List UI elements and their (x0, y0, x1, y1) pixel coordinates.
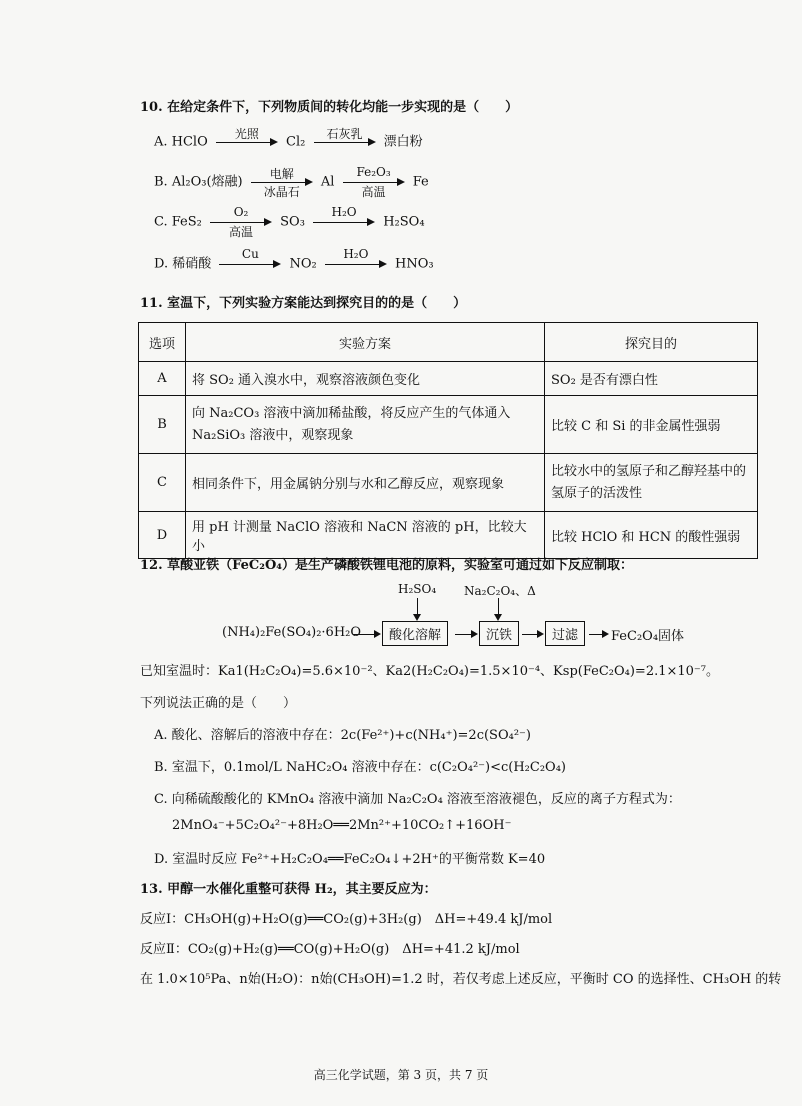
q10-option-a (154, 128, 423, 156)
table-cell-goal: 比较 HClO 和 HCN 的酸性强弱 (545, 512, 758, 559)
table-row (139, 396, 758, 454)
arrowhead-icon (413, 614, 421, 621)
q10-option-d (154, 247, 434, 278)
q12-option-a: A. 酸化、溶解后的溶液中存在：2c(Fe²⁺)+c(NH₄⁺)=2c(SO₄²⁻) (154, 728, 531, 743)
flow-step-acidify: 酸化溶解 (382, 621, 448, 646)
table-row (139, 454, 758, 512)
flow-step-filter: 过滤 (545, 621, 585, 646)
table-cell-option: B (139, 396, 186, 454)
q10-option-c (154, 205, 425, 239)
reaction-arrow: 光照 (216, 128, 278, 156)
q10-option-b (154, 165, 429, 199)
table-header: 选项 (139, 323, 186, 362)
reaction-arrow: H₂O (325, 250, 387, 278)
table-cell-option: D (139, 512, 186, 559)
arrowhead-icon (537, 630, 544, 638)
q12-option-c: C. 向稀硫酸酸化的 KMnO₄ 溶液中滴加 Na₂C₂O₄ 溶液至溶液褪色，反应的离子方程式为： (154, 792, 681, 807)
flow-reagent-1: H₂SO₄ (398, 582, 437, 596)
table-row (139, 512, 758, 559)
table-cell-goal: 比较 C 和 Si 的非金属性强弱 (545, 396, 758, 454)
table-cell-plan: 将 SO₂ 通入溴水中，观察溶液颜色变化 (186, 362, 545, 396)
reaction-arrow: 石灰乳 (314, 128, 376, 156)
q10-c-mid: SO₃ (280, 214, 305, 230)
q10-stem: 10. 在给定条件下，下列物质间的转化均能一步实现的是（ ） (140, 100, 519, 115)
q13-reaction-2: 反应Ⅱ：CO₂(g)+H₂(g)══CO(g)+H₂O(g) ΔH=+41.2 kJ/mol (140, 942, 520, 957)
q12-option-c-equation: 2MnO₄⁻+5C₂O₄²⁻+8H₂O══2Mn²⁺+10CO₂↑+16OH⁻ (172, 818, 512, 833)
flow-product: FeC₂O₄固体 (611, 629, 685, 644)
table-header: 实验方案 (186, 323, 545, 362)
table-cell-option: C (139, 454, 186, 512)
flow-step-precipitate: 沉铁 (479, 621, 519, 646)
experiment-table (138, 322, 758, 559)
q11-stem: 11. 室温下，下列实验方案能达到探究目的的是（ ） (140, 296, 467, 311)
q10-b-end: Fe (412, 174, 429, 190)
flow-arrow-line (455, 634, 472, 635)
arrowhead-icon (471, 630, 478, 638)
flow-arrow-line (589, 634, 603, 635)
q10-a-start: A. HClO (154, 134, 208, 150)
q10-d-mid: NO₂ (289, 256, 317, 272)
arrowhead-icon (602, 630, 609, 638)
q13-stem: 13. 甲醇一水催化重整可获得 H₂，其主要反应为： (140, 882, 437, 897)
table-header-row (139, 323, 758, 362)
table-cell-plan: 向 Na₂CO₃ 溶液中滴加稀盐酸，将反应产生的气体通入 Na₂SiO₃ 溶液中，观察现象 (186, 396, 545, 454)
q12-option-d: D. 室温时反应 Fe²⁺+H₂C₂O₄══FeC₂O₄↓+2H⁺的平衡常数 K=40 (154, 852, 546, 867)
page-footer: 高三化学试题，第 3 页，共 7 页 (313, 1068, 489, 1082)
flow-vertical-line (417, 598, 418, 615)
flow-start-material: (NH₄)₂Fe(SO₄)₂·6H₂O (222, 625, 362, 640)
q10-a-mid: Cl₂ (286, 134, 306, 150)
q10-c-end: H₂SO₄ (383, 214, 425, 230)
q10-d-end: HNO₃ (395, 256, 434, 272)
q10-c-start: C. FeS₂ (154, 214, 202, 230)
reaction-arrow: O₂ 高温 (210, 208, 272, 236)
reaction-arrow: Cu (219, 250, 281, 278)
table-cell-plan: 相同条件下，用金属钠分别与水和乙醇反应，观察现象 (186, 454, 545, 512)
table-row (139, 362, 758, 396)
arrowhead-icon (494, 614, 502, 621)
q10-d-start: D. 稀硝酸 (154, 256, 212, 272)
table-cell-goal: SO₂ 是否有漂白性 (545, 362, 758, 396)
q13-reaction-1: 反应Ⅰ：CH₃OH(g)+H₂O(g)══CO₂(g)+3H₂(g) ΔH=+49.4 kJ/mol (140, 912, 553, 927)
q12-option-b: B. 室温下，0.1mol/L NaHC₂O₄ 溶液中存在：c(C₂O₄²⁻)<c(H₂C₂O₄) (154, 760, 566, 775)
table-cell-option: A (139, 362, 186, 396)
q10-a-end: 漂白粉 (383, 134, 423, 150)
flow-arrow-line (522, 634, 538, 635)
table-cell-plan: 用 pH 计测量 NaClO 溶液和 NaCN 溶液的 pH，比较大小 (186, 512, 545, 559)
q13-condition: 在 1.0×10⁵Pa、n始(H₂O)：n始(CH₃OH)=1.2 时，若仅考虑上述反应，平衡时 CO 的选择性、CH₃OH 的转 (140, 972, 782, 987)
flow-arrow-line (353, 634, 375, 635)
reaction-arrow: 电解 冰晶石 (251, 168, 313, 196)
reaction-arrow: Fe₂O₃ 高温 (343, 168, 405, 196)
table-cell-goal: 比较水中的氢原子和乙醇羟基中的氢原子的活泼性 (545, 454, 758, 512)
q10-b-mid: Al (320, 174, 335, 190)
flow-reagent-2: Na₂C₂O₄、Δ (464, 584, 536, 598)
arrowhead-icon (374, 630, 381, 638)
q12-ask: 下列说法正确的是（ ） (140, 696, 297, 711)
q12-known-constants: 已知室温时：Ka1(H₂C₂O₄)=5.6×10⁻²、Ka2(H₂C₂O₄)=1.5×10⁻⁴、Ksp(FeC₂O₄)=2.1×10⁻⁷。 (140, 664, 720, 679)
table-header: 探究目的 (545, 323, 758, 362)
reaction-arrow: H₂O (313, 208, 375, 236)
q10-b-start: B. Al₂O₃(熔融) (154, 174, 243, 190)
flow-vertical-line (498, 598, 499, 615)
q12-stem: 12. 草酸亚铁（FeC₂O₄）是生产磷酸铁锂电池的原料，实验室可通过如下反应制取： (140, 558, 633, 573)
